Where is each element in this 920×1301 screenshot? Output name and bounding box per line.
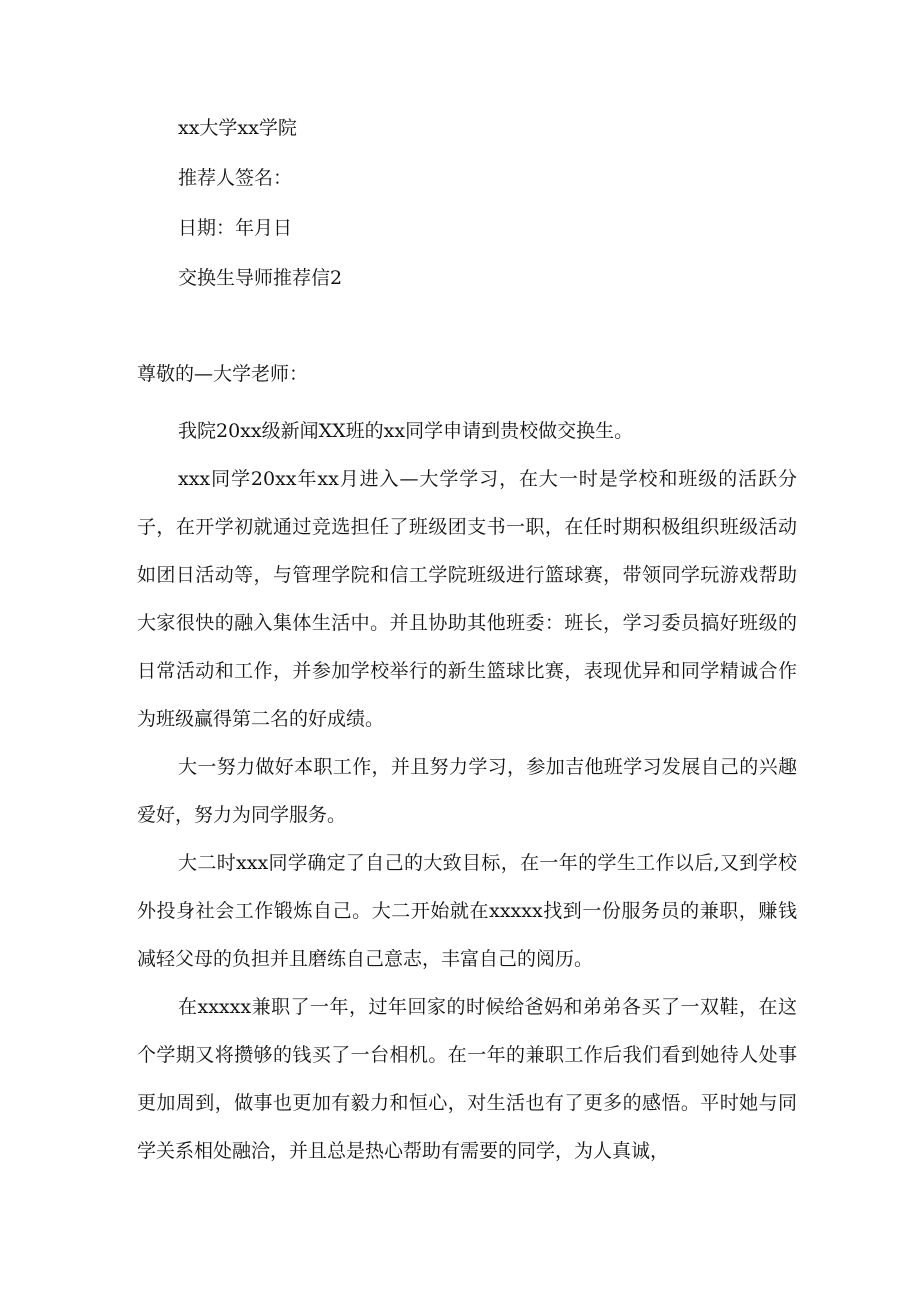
date-label: 日期：年月日 [178, 217, 293, 239]
letter-title: 交换生导师推荐信2 [178, 267, 343, 289]
paragraph-5: 在xxxxx兼职了一年，过年回家的时候给爸妈和弟弟各买了一双鞋，在这个学期又将攒够的钱买了一台相机。在一年的兼职工作后我们看到她待人处事更加周到，做事也更加有毅力和恒心，对生活也有了更多的感悟。平时她与同学关系相处融洽，并且总是热心帮助有需要的同学，为人真诚， [137, 996, 797, 1162]
paragraph-2: xxx同学20xx年xx月进入—大学学习，在大一时是学校和班级的活跃分子，在开学初就通过竞选担任了班级团支书一职，在任时期积极组织班级活动如团日活动等，与管理学院和信工学院班级进行篮球赛，带领同学玩游戏帮助大家很快的融入集体生活中。并且协助其他班委：班长，学习委员搞好班级的日常活动和工作，并参加学校举行的新生篮球比赛，表现优异和同学精诚合作为班级赢得第二名的好成绩。 [137, 468, 797, 730]
institution-line: xx大学xx学院 [178, 117, 297, 139]
salutation: 尊敬的—大学老师： [137, 363, 309, 385]
paragraph-4: 大二时xxx同学确定了自己的大致目标，在一年的学生工作以后,又到学校外投身社会工作锻炼自己。大二开始就在xxxxx找到一份服务员的兼职，赚钱减轻父母的负担并且磨练自己意志，丰富自己的阅历。 [137, 852, 797, 970]
signature-label: 推荐人签名： [178, 167, 293, 189]
paragraph-3: 大一努力做好本职工作，并且努力学习，参加吉他班学习发展自己的兴趣爱好，努力为同学服务。 [137, 756, 797, 826]
paragraph-1: 我院20xx级新闻XX班的xx同学申请到贵校做交换生。 [178, 420, 634, 442]
letter-body [137, 407, 797, 1175]
letter-header [178, 116, 778, 316]
